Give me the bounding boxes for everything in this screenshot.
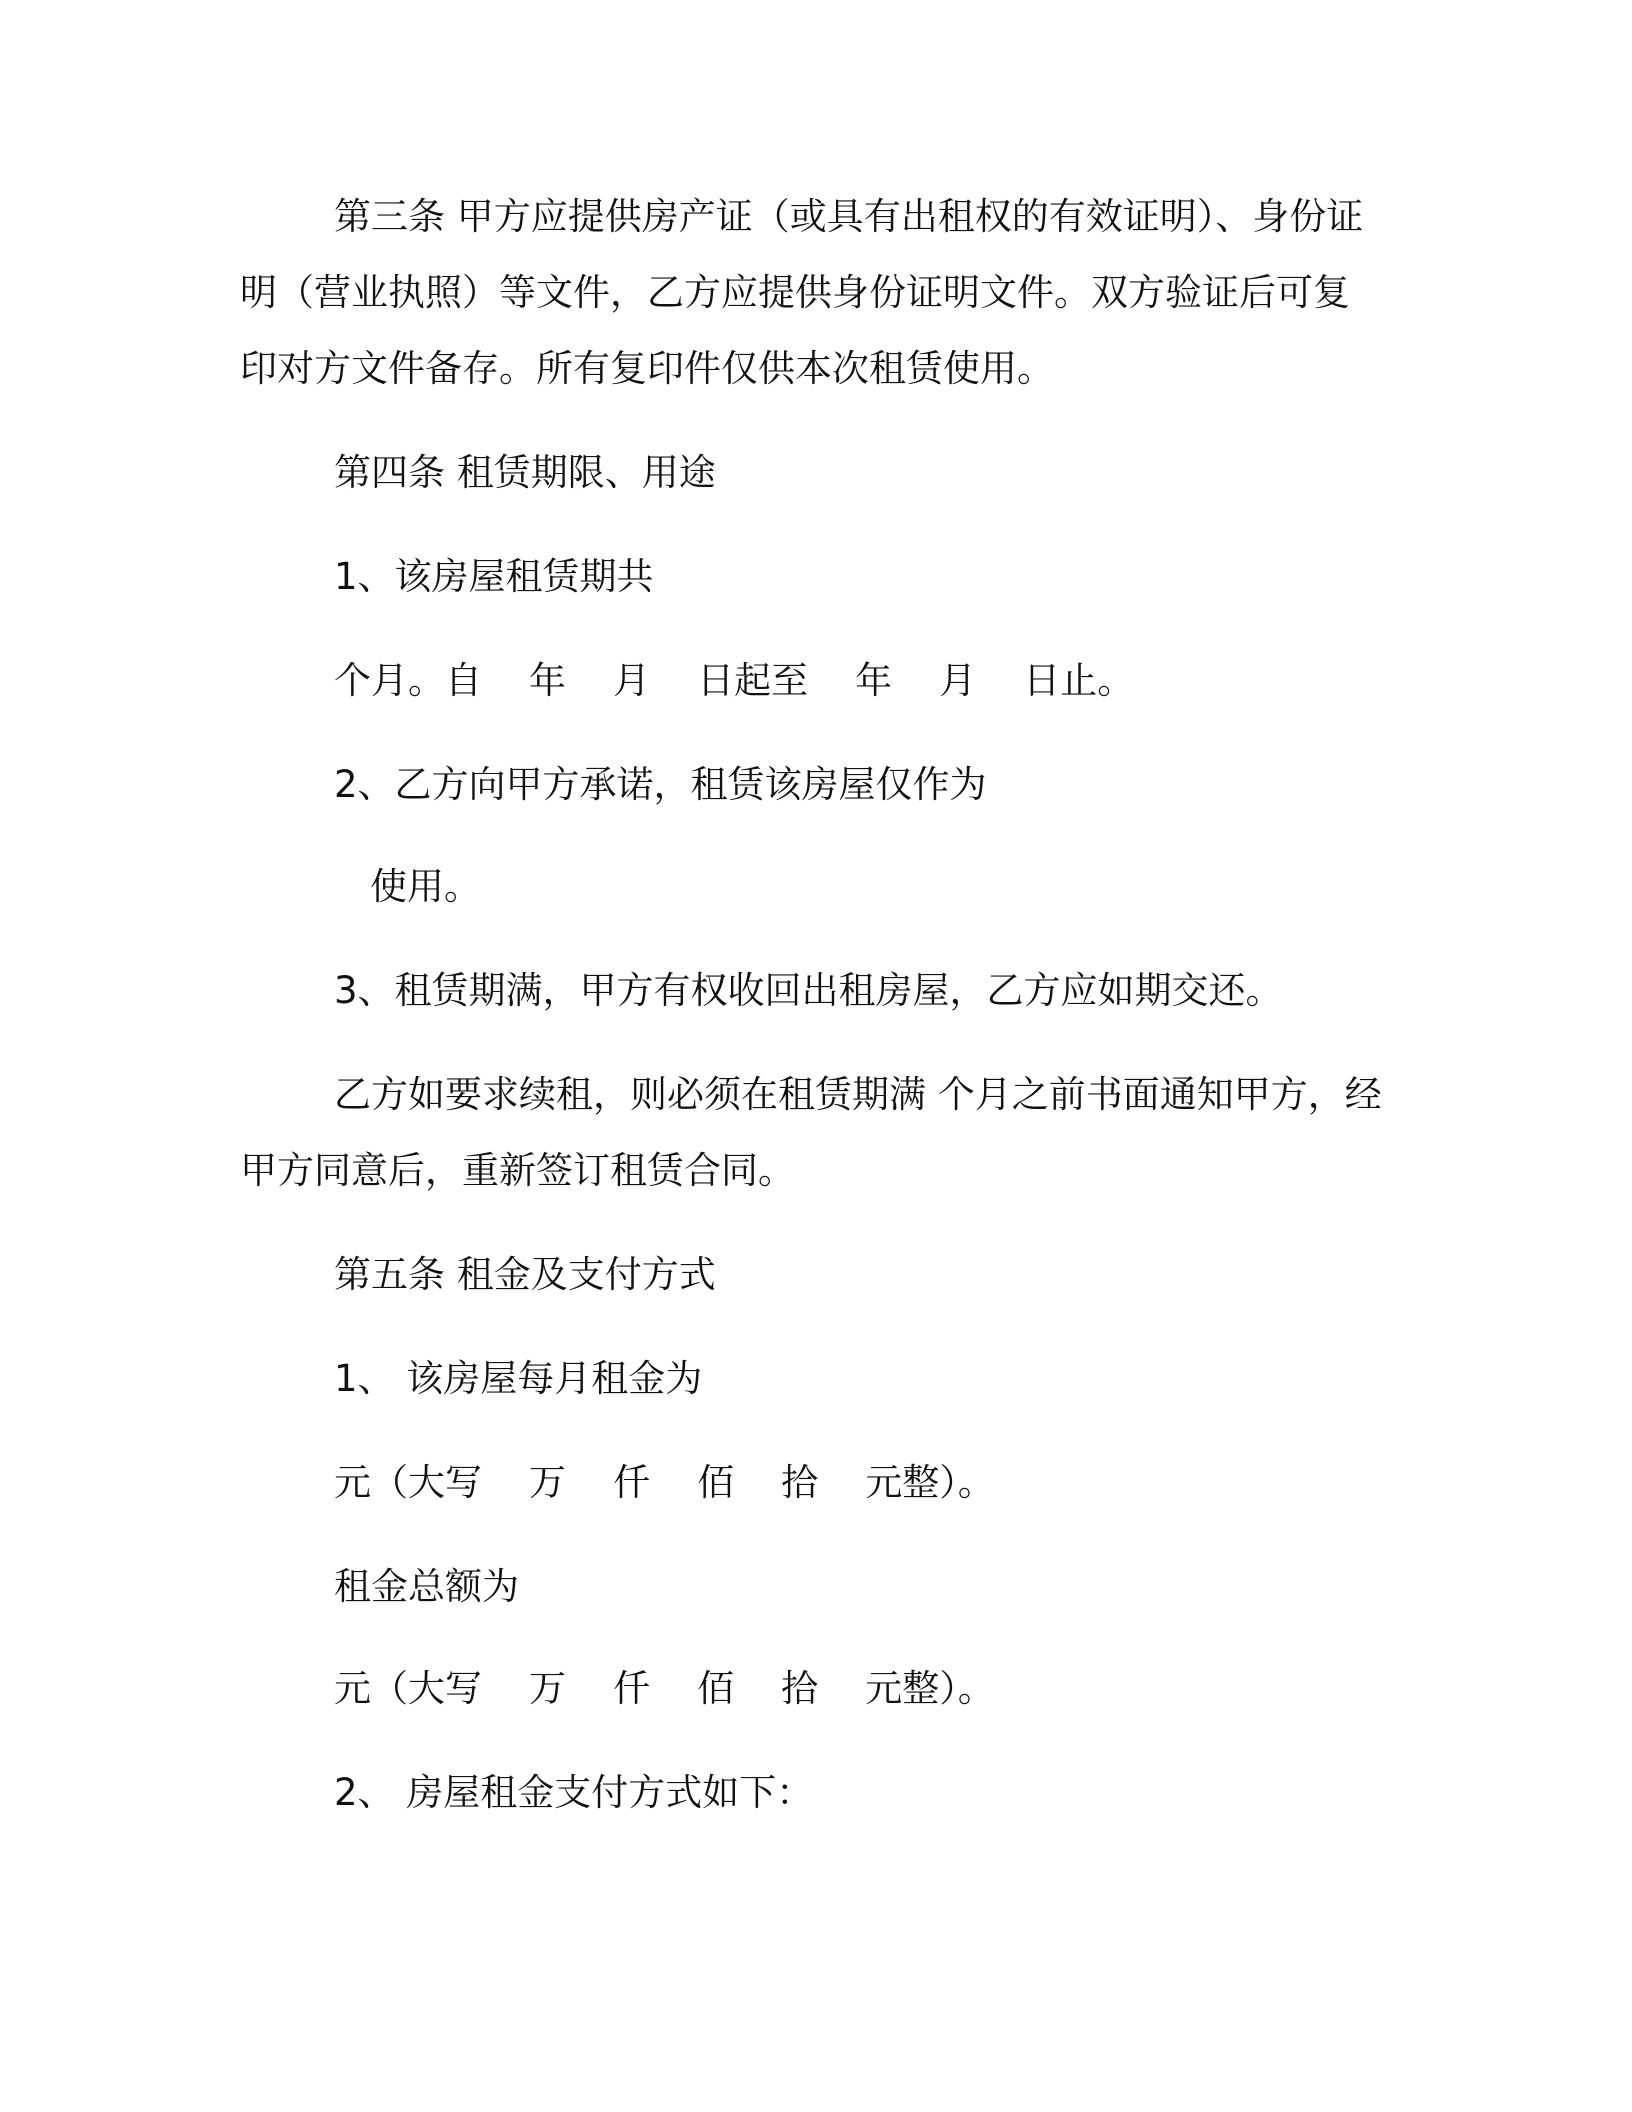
article4-renewal-line-2: 甲方同意后，重新签订租赁合同。 bbox=[240, 1149, 795, 1192]
article3-line-1: 第三条 甲方应提供房产证（或具有出租权的有效证明）、身份证 bbox=[334, 195, 1364, 238]
article5-item1-line-1: 1、 该房屋每月租金为 bbox=[334, 1357, 703, 1400]
article5-total-line-2: 元（大写 万 仟 佰 拾 元整）。 bbox=[334, 1667, 995, 1710]
article3-line-2: 明（营业执照）等文件，乙方应提供身份证明文件。双方验证后可复 bbox=[240, 271, 1350, 314]
article5-heading: 第五条 租金及支付方式 bbox=[334, 1253, 716, 1296]
article4-item2-line-1: 2、乙方向甲方承诺，租赁该房屋仅作为 bbox=[334, 763, 987, 806]
article3-line-3: 印对方文件备存。所有复印件仅供本次租赁使用。 bbox=[240, 347, 1054, 390]
article4-item1-line-1: 1、该房屋租赁期共 bbox=[334, 555, 654, 598]
article4-item1-line-2: 个月。自 年 月 日起至 年 月 日止。 bbox=[334, 659, 1135, 702]
article5-total-label: 租金总额为 bbox=[334, 1565, 519, 1608]
article4-item3: 3、租赁期满，甲方有权收回出租房屋，乙方应如期交还。 bbox=[334, 969, 1283, 1012]
article5-item2: 2、 房屋租金支付方式如下： bbox=[334, 1771, 814, 1814]
article4-heading: 第四条 租赁期限、用途 bbox=[334, 451, 716, 494]
article4-item2-line-2: 使用。 bbox=[370, 865, 481, 908]
article4-renewal-line-1: 乙方如要求续租，则必须在租赁期满 个月之前书面通知甲方，经 bbox=[334, 1073, 1382, 1116]
article5-item1-line-2: 元（大写 万 仟 佰 拾 元整）。 bbox=[334, 1461, 995, 1504]
